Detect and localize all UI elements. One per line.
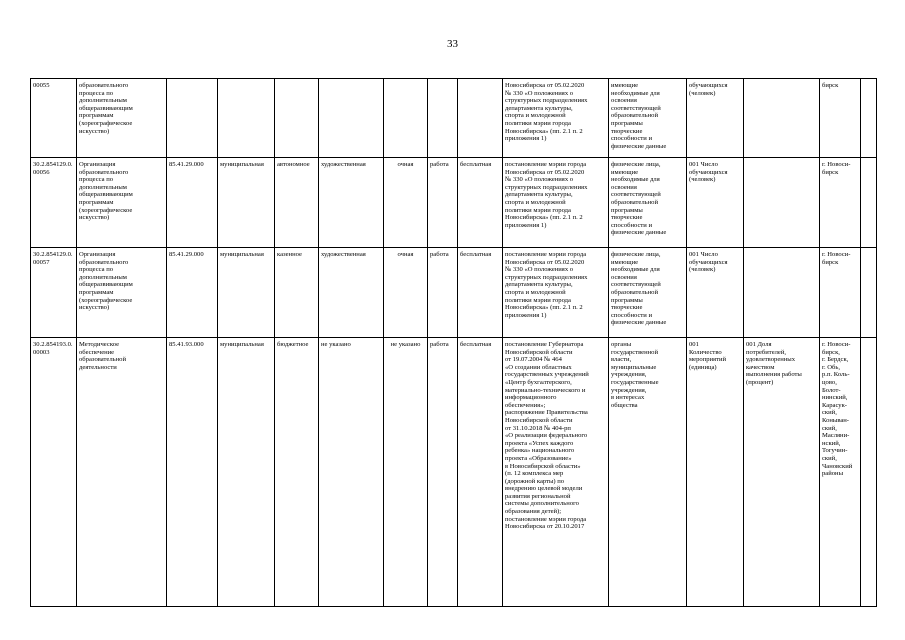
volume-indicator-cell	[687, 248, 744, 338]
territory-cell-text: г. Новоси- бирск, г. Бердск, г. Обь, р.п. Коль- цово, Болот- нинский, Карасук- ский, Коныван- ский, Масляни- нский, Тогучин- ский, Чановский районы	[822, 341, 853, 478]
service-kind-cell	[428, 338, 458, 607]
quality-indicator-cell	[744, 248, 820, 338]
quality-indicator-cell	[744, 79, 820, 158]
service-name-cell	[77, 79, 167, 158]
volume-indicator-cell-text: 001 Число обучающихся (человек)	[689, 251, 728, 274]
authority-level-cell	[218, 338, 275, 607]
okved-code-cell	[167, 79, 218, 158]
service-name-cell	[77, 158, 167, 248]
quality-indicator-cell	[744, 338, 820, 607]
payment-cell	[458, 338, 503, 607]
content-cell	[319, 248, 384, 338]
volume-indicator-cell-text: обучающихся (человек)	[689, 82, 728, 97]
consumers-cell-text: имеющие необходимые для освоения соответствующей образовательной программы творческие способности и физические данные	[611, 82, 667, 150]
empty-cell	[861, 338, 877, 607]
legal-basis-cell	[503, 338, 609, 607]
okved-code-cell-text: 85.41.29.000	[169, 251, 204, 258]
consumers-cell	[609, 158, 687, 248]
delivery-form-cell	[384, 158, 428, 248]
territory-cell	[820, 248, 861, 338]
okved-code-cell	[167, 158, 218, 248]
consumers-cell-text: физические лица, имеющие необходимые для освоения соответствующей образовательной программы творческие способности и физические данные	[611, 251, 667, 327]
okved-code-cell	[167, 338, 218, 607]
service-code-cell	[31, 248, 77, 338]
okved-code-cell-text: 85.41.29.000	[169, 161, 204, 168]
institution-type-cell	[275, 79, 319, 158]
service-code-cell	[31, 79, 77, 158]
table-row	[31, 158, 877, 248]
legal-basis-cell	[503, 158, 609, 248]
territory-cell-text: г. Новоси- бирск	[822, 251, 851, 266]
okved-code-cell-text: 85.41.93.000	[169, 341, 204, 348]
service-name-cell-text: образовательного процесса по дополнительным общеразвивающим программам (хореографическое искусство)	[79, 82, 133, 135]
volume-indicator-cell	[687, 158, 744, 248]
content-cell-text: художественная	[321, 161, 366, 168]
service-code-cell	[31, 158, 77, 248]
authority-level-cell-text: муниципальная	[220, 341, 264, 348]
service-name-cell-text: Методическое обеспечение образовательной деятельности	[79, 341, 126, 371]
volume-indicator-cell-text: 001 Количество мероприятий (единица)	[689, 341, 727, 371]
content-cell-text: не указано	[321, 341, 351, 348]
consumers-cell	[609, 79, 687, 158]
service-code-cell-text: 00055	[33, 82, 50, 89]
delivery-form-cell	[384, 79, 428, 158]
legal-basis-cell-text: постановление мэрии города Новосибирска от 05.02.2020 № 330 «О положениях о структурных подразделениях департамента культуры, спорта и молодежной политики мэрии города Новосибирска» (пп. 2.1 п. 2 приложения 1)	[505, 251, 588, 319]
service-kind-cell	[428, 79, 458, 158]
legal-basis-cell	[503, 248, 609, 338]
delivery-form-cell	[384, 248, 428, 338]
empty-cell	[861, 79, 877, 158]
authority-level-cell	[218, 79, 275, 158]
territory-cell-text: г. Новоси- бирск	[822, 161, 851, 176]
territory-cell	[820, 338, 861, 607]
authority-level-cell-text: муниципальная	[220, 251, 264, 258]
table-row	[31, 248, 877, 338]
consumers-cell	[609, 338, 687, 607]
payment-cell-text: бесплатная	[460, 251, 492, 258]
service-name-cell	[77, 248, 167, 338]
legal-basis-cell-text: постановление мэрии города Новосибирска от 05.02.2020 № 330 «О положениях о структурных подразделениях департамента культуры, спорта и молодежной политики мэрии города Новосибирска» (пп. 2.1 п. 2 приложения 1)	[505, 161, 588, 229]
payment-cell-text: бесплатная	[460, 161, 492, 168]
quality-indicator-cell	[744, 158, 820, 248]
empty-cell	[861, 248, 877, 338]
table-row	[31, 79, 877, 158]
authority-level-cell	[218, 158, 275, 248]
volume-indicator-cell	[687, 338, 744, 607]
authority-level-cell-text: муниципальная	[220, 161, 264, 168]
service-kind-cell	[428, 158, 458, 248]
page-number: 33	[447, 38, 458, 50]
institution-type-cell-text: бюджетное	[277, 341, 309, 348]
consumers-cell-text: органы государственной власти, муниципальные учреждения, государственные учреждения, в интересах общества	[611, 341, 659, 409]
content-cell	[319, 79, 384, 158]
delivery-form-cell	[384, 338, 428, 607]
empty-cell	[861, 158, 877, 248]
payment-cell-text: бесплатная	[460, 341, 492, 348]
authority-level-cell	[218, 248, 275, 338]
service-name-cell-text: Организация образовательного процесса по дополнительным общеразвивающим программам (хореографическое искусство)	[79, 251, 133, 312]
legal-basis-cell	[503, 79, 609, 158]
territory-cell	[820, 158, 861, 248]
delivery-form-cell-text: очная	[397, 161, 414, 168]
service-name-cell-text: Организация образовательного процесса по дополнительным общеразвивающим программам (хореографическое искусство)	[79, 161, 133, 222]
service-name-cell	[77, 338, 167, 607]
service-kind-cell-text: работа	[430, 341, 449, 348]
payment-cell	[458, 158, 503, 248]
institution-type-cell-text: казенное	[277, 251, 302, 258]
delivery-form-cell-text: не указано	[390, 341, 421, 348]
consumers-cell	[609, 248, 687, 338]
quality-indicator-cell-text: 001 Доля потребителей, удовлетворенных качеством выполнения работы (процент)	[746, 341, 802, 386]
table-row	[31, 338, 877, 607]
service-code-cell-text: 30.2.854193.0. 00003	[33, 341, 73, 356]
delivery-form-cell-text: очная	[397, 251, 414, 258]
payment-cell	[458, 248, 503, 338]
service-code-cell-text: 30.2.854129.0. 00057	[33, 251, 73, 266]
service-kind-cell	[428, 248, 458, 338]
institution-type-cell	[275, 158, 319, 248]
volume-indicator-cell-text: 001 Число обучающихся (человек)	[689, 161, 728, 184]
content-cell-text: художественная	[321, 251, 366, 258]
okved-code-cell	[167, 248, 218, 338]
consumers-cell-text: физические лица, имеющие необходимые для освоения соответствующей образовательной программы творческие способности и физические данные	[611, 161, 667, 237]
institution-type-cell-text: автономное	[277, 161, 310, 168]
legal-basis-cell-text: постановление Губернатора Новосибирской области от 19.07.2004 № 464 «О создании областных государственных учреждений «Центр бухгалтерского, материально-технического и информационного обеспечения»; распоряжение Правительства Новосибирской области от 31.10.2018 № 404-рп «О реализации федерального проекта «Успех каждого ребенка» национального проекта «Образование» в Новосибирской области» (п. 12 комплекса мер (дорожной карты) по внедрению целевой модели развития региональной системы дополнительного образования детей); постановление мэрии города Новосибирска от 20.10.2017	[505, 341, 589, 531]
service-code-cell	[31, 338, 77, 607]
institution-type-cell	[275, 248, 319, 338]
registry-table	[30, 78, 877, 607]
legal-basis-cell-text: Новосибирска от 05.02.2020 № 330 «О положениях о структурных подразделениях департамента культуры, спорта и молодежной политики мэрии города Новосибирска» (пп. 2.1 п. 2 приложения 1)	[505, 82, 588, 143]
territory-cell	[820, 79, 861, 158]
service-kind-cell-text: работа	[430, 251, 449, 258]
territory-cell-text: бирск	[822, 82, 839, 89]
institution-type-cell	[275, 338, 319, 607]
service-code-cell-text: 30.2.854129.0. 00056	[33, 161, 73, 176]
volume-indicator-cell	[687, 79, 744, 158]
service-kind-cell-text: работа	[430, 161, 449, 168]
content-cell	[319, 338, 384, 607]
payment-cell	[458, 79, 503, 158]
content-cell	[319, 158, 384, 248]
